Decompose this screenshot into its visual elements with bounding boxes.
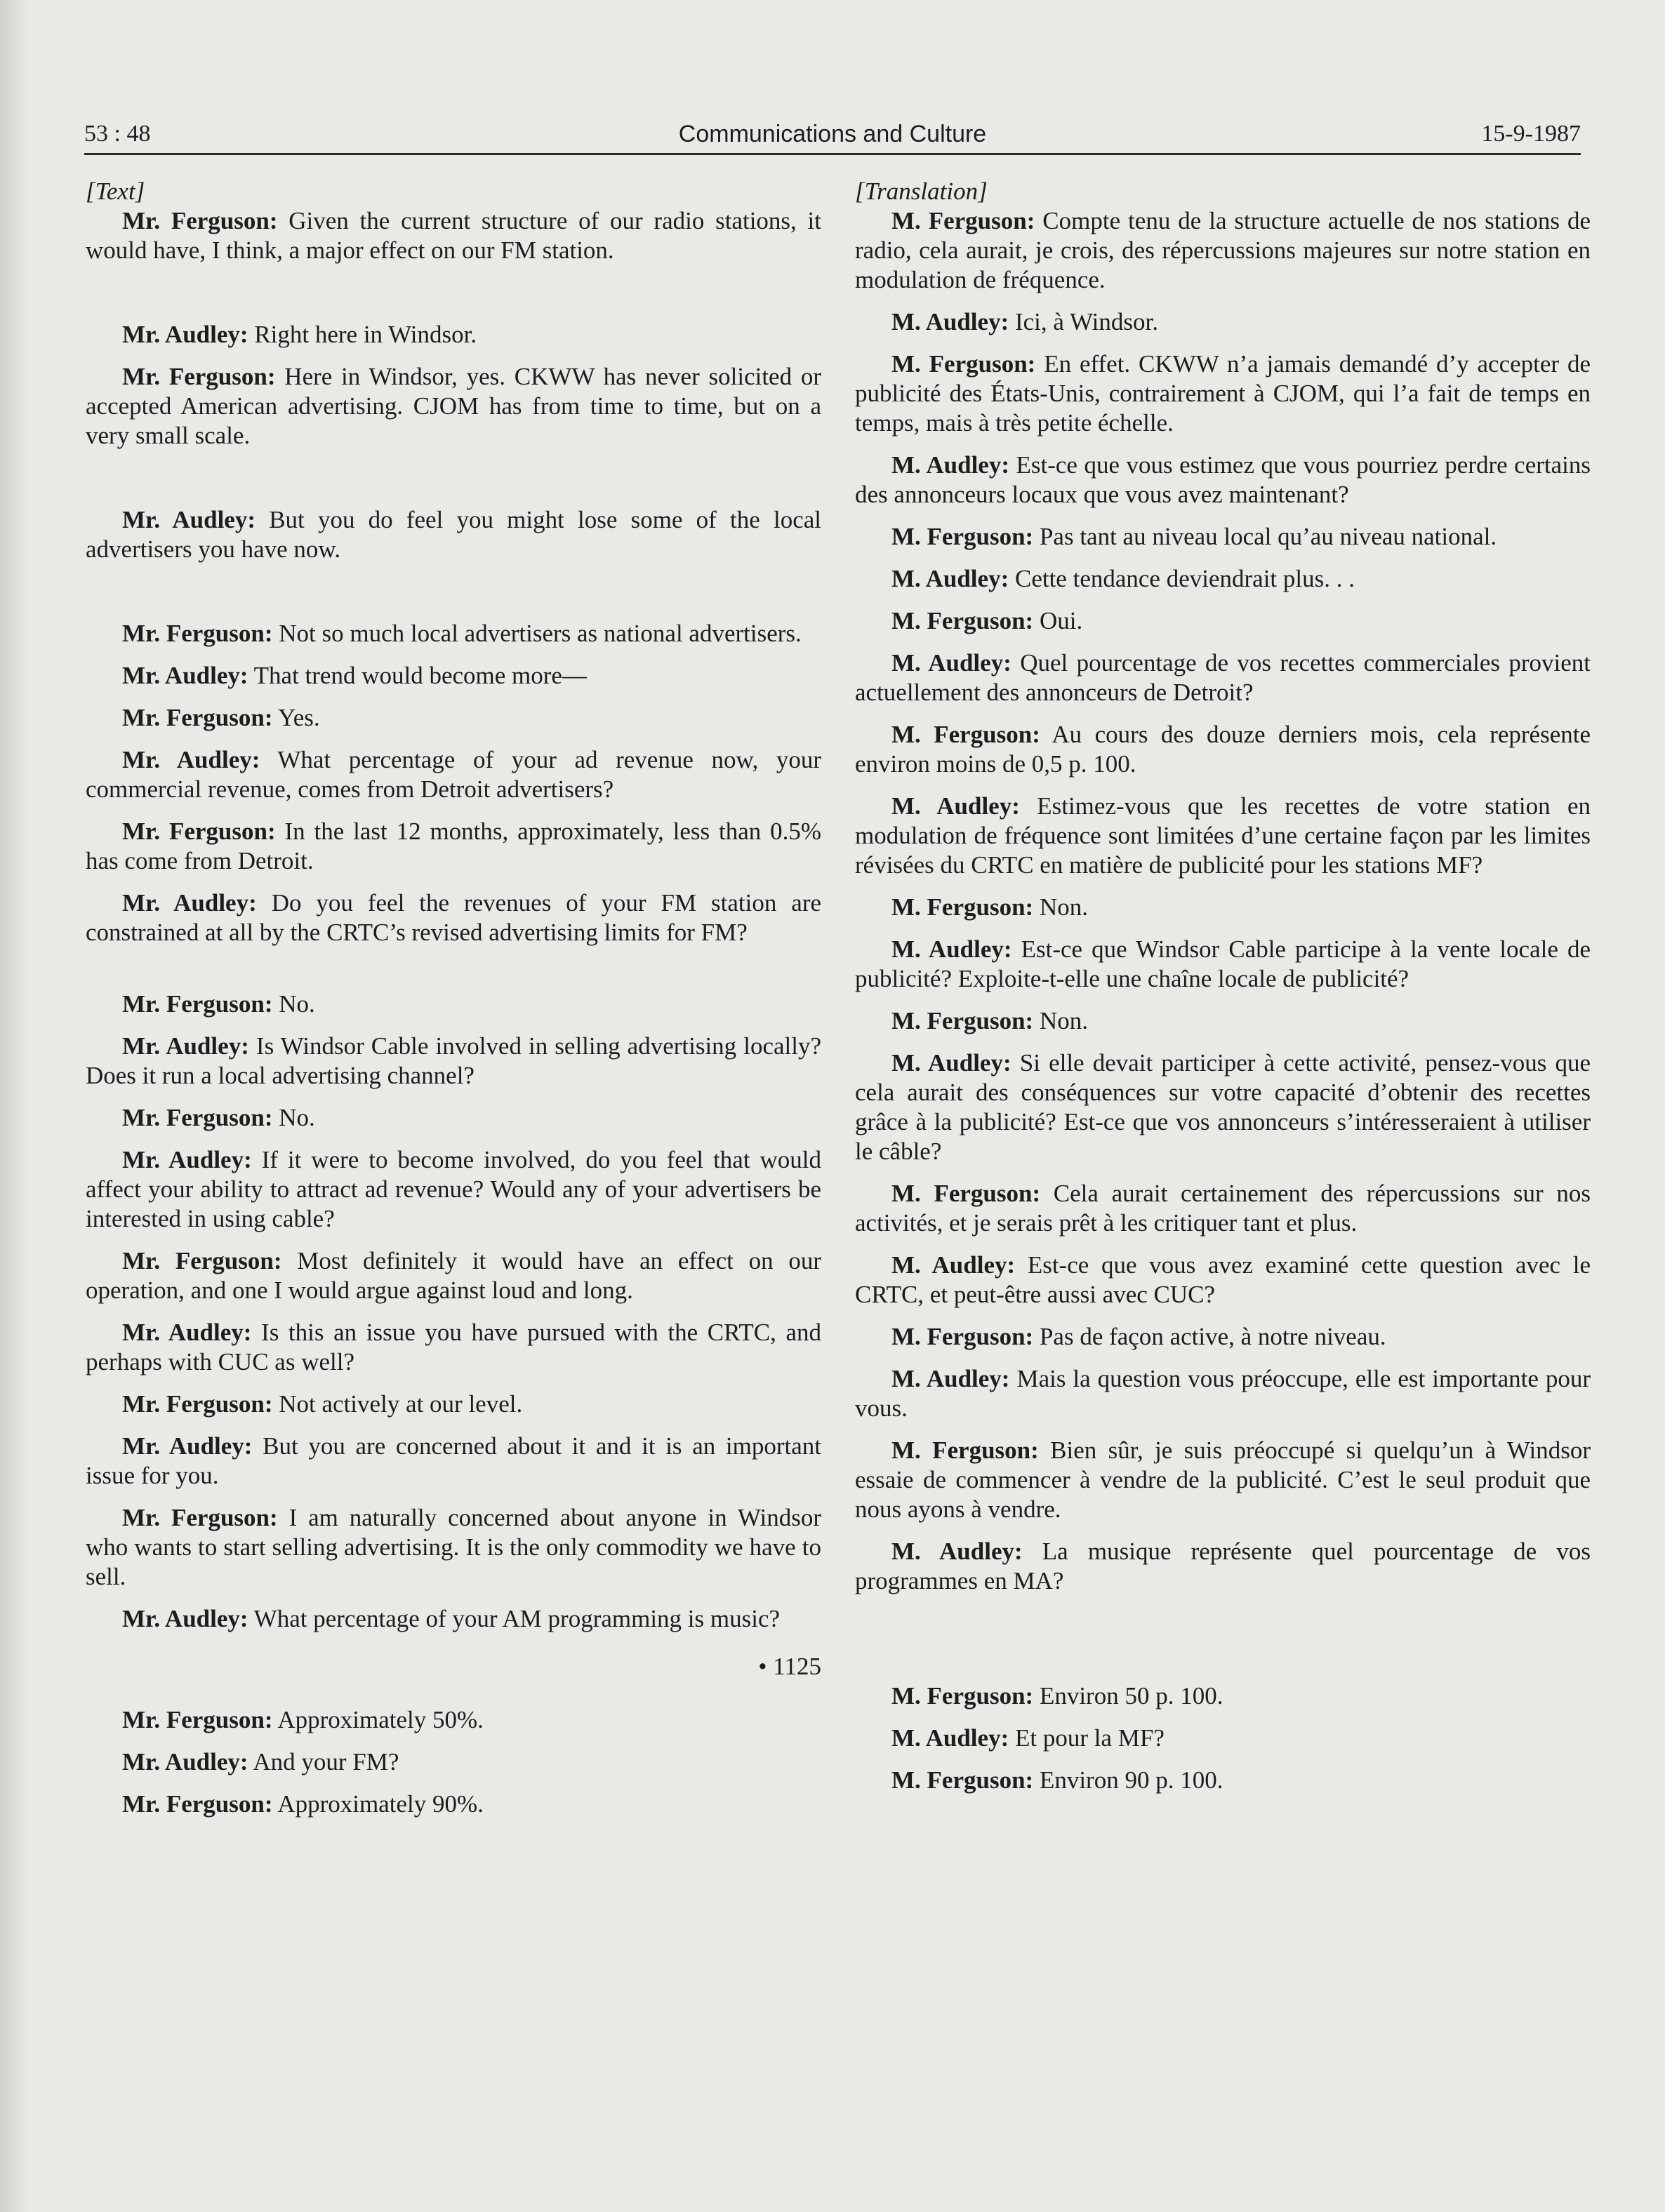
speech-text: Pas tant au niveau local qu’au niveau national.	[1033, 523, 1497, 550]
speech-text: Right here in Windsor.	[248, 321, 477, 348]
transcript-paragraph	[855, 606, 1591, 636]
speaker-name: M. Audley:	[891, 1251, 1016, 1279]
page-number: 53 : 48	[84, 121, 151, 147]
speech-text: Not so much local advertisers as national advertisers.	[272, 620, 802, 647]
transcript-paragraph	[855, 1436, 1591, 1524]
speech-text: No.	[272, 1104, 315, 1131]
transcript-paragraph	[855, 206, 1591, 295]
speaker-name: Mr. Audley:	[122, 321, 248, 348]
publication-title: Communications and Culture	[678, 121, 987, 147]
header-rule	[84, 153, 1581, 155]
transcript-paragraph	[86, 1790, 821, 1819]
speaker-name: M. Audley:	[891, 935, 1012, 963]
transcript-paragraph	[86, 619, 821, 648]
speaker-name: Mr. Ferguson:	[122, 704, 273, 731]
speaker-name: M. Ferguson:	[891, 1766, 1034, 1794]
speaker-name: M. Ferguson:	[891, 1007, 1034, 1034]
speech-text: And your FM?	[248, 1748, 399, 1775]
transcript-paragraph	[855, 893, 1591, 922]
speech-text: Cette tendance deviendrait plus. . .	[1009, 565, 1355, 592]
transcript-paragraph	[86, 1705, 821, 1735]
speech-text: Do you feel the revenues of your FM station are constrained at all by the CRTC’s revised advertising limits for FM?	[86, 889, 822, 946]
transcript-paragraph	[86, 703, 821, 733]
speaker-name: Mr. Ferguson:	[122, 1504, 278, 1531]
speaker-name: Mr. Audley:	[122, 1432, 253, 1460]
speech-text: Bien sûr, je suis préoccupé si quelqu’un à Windsor essaie de commencer à vendre de la publicité. C’est le seul produit que nous ayons à vendre.	[855, 1437, 1591, 1523]
speaker-name: M. Audley:	[891, 792, 1020, 820]
speech-text: Non.	[1033, 893, 1088, 921]
speech-text: If it were to become involved, do you feel that would affect your ability to attract ad revenue? Would any of your advertisers be interested in using cable?	[86, 1146, 821, 1232]
speech-text: But you do feel you might lose some of the local advertisers you have now.	[86, 506, 822, 563]
speech-text: Et pour la MF?	[1009, 1724, 1165, 1752]
speaker-name: Mr. Audley:	[122, 1605, 248, 1632]
speech-text: Is this an issue you have pursued with the CRTC, and perhaps with CUC as well?	[86, 1319, 822, 1375]
transcript-paragraph	[855, 648, 1591, 707]
speaker-name: M. Audley:	[891, 451, 1009, 479]
transcript-paragraph	[86, 745, 821, 804]
transcript-paragraph	[86, 888, 821, 947]
transcript-paragraph	[855, 1681, 1591, 1711]
speech-text: Approximately 90%.	[272, 1790, 484, 1818]
transcript-paragraph	[855, 792, 1591, 880]
speaker-name: M. Ferguson:	[891, 350, 1036, 378]
french-column	[855, 177, 1591, 1808]
speech-text: En effet. CKWW n’a jamais demandé d’y accepter de publicité des États-Unis, contrairement à CJOM, qui l’a fait de temps en temps, mais à très petite échelle.	[855, 350, 1591, 437]
speech-text: Is Windsor Cable involved in selling advertising locally? Does it run a local advertising channel?	[86, 1032, 822, 1089]
transcript-paragraph	[86, 1432, 821, 1491]
transcript-paragraph	[855, 1048, 1591, 1166]
speaker-name: M. Ferguson:	[891, 523, 1034, 550]
transcript-paragraph	[86, 1503, 821, 1592]
speech-text: Approximately 50%.	[272, 1706, 484, 1733]
speaker-name: M. Audley:	[891, 308, 1009, 335]
speaker-name: Mr. Audley:	[122, 1146, 252, 1173]
speaker-name: Mr. Ferguson:	[122, 1247, 282, 1274]
time-marker: • 1125	[758, 1653, 821, 1680]
transcript-paragraph	[86, 661, 821, 691]
speaker-name: M. Ferguson:	[891, 1180, 1041, 1207]
speech-text: Given the current structure of our radio stations, it would have, I think, a major effect on our FM station.	[86, 207, 821, 264]
transcript-paragraph	[86, 362, 821, 451]
transcript-paragraph	[855, 1006, 1591, 1036]
transcript-paragraph	[86, 817, 821, 876]
speech-text: That trend would become more—	[248, 662, 587, 689]
transcript-paragraph	[86, 206, 821, 265]
speaker-name: Mr. Audley:	[122, 1319, 252, 1346]
speech-text: What percentage of your ad revenue now, your commercial revenue, comes from Detroit advertisers?	[86, 746, 821, 803]
column-label-text: [Text]	[86, 178, 145, 205]
speech-text: Compte tenu de la structure actuelle de nos stations de radio, cela aurait, je crois, des répercussions majeures sur notre station en modulation de fréquence.	[855, 207, 1591, 293]
speech-text: Quel pourcentage de vos recettes commerciales provient actuellement des annonceurs de Detroit?	[855, 649, 1591, 706]
speech-text: Est-ce que vous estimez que vous pourriez perdre certains des annonceurs locaux que vous avez maintenant?	[855, 451, 1591, 508]
speaker-name: Mr. Ferguson:	[122, 620, 273, 647]
speaker-name: M. Ferguson:	[891, 1437, 1039, 1464]
transcript-paragraph	[855, 349, 1591, 438]
speaker-name: Mr. Ferguson:	[122, 207, 278, 234]
speech-text: Au cours des douze derniers mois, cela représente environ moins de 0,5 p. 100.	[855, 721, 1591, 778]
speech-text: What percentage of your AM programming is music?	[248, 1605, 781, 1632]
speaker-name: Mr. Ferguson:	[122, 818, 276, 845]
speech-text: Not actively at our level.	[272, 1390, 523, 1418]
transcript-paragraph	[855, 1766, 1591, 1795]
transcript-paragraph	[855, 1537, 1591, 1596]
speaker-name: M. Audley:	[891, 1538, 1023, 1565]
speaker-name: Mr. Ferguson:	[122, 1390, 273, 1418]
transcript-paragraph	[86, 990, 821, 1019]
speaker-name: Mr. Audley:	[122, 1748, 248, 1775]
running-header	[84, 121, 1581, 157]
speaker-name: Mr. Ferguson:	[122, 1104, 273, 1131]
issue-date: 15-9-1987	[1481, 121, 1581, 147]
transcript-paragraph	[855, 1251, 1591, 1310]
speaker-name: M. Audley:	[891, 1049, 1011, 1077]
speech-text: Ici, à Windsor.	[1009, 308, 1159, 335]
transcript-paragraph	[86, 1318, 821, 1377]
transcript-paragraph	[855, 307, 1591, 337]
speech-text: I am naturally concerned about anyone in Windsor who wants to start selling advertising. It is the only commodity we have to sell.	[86, 1504, 821, 1590]
column-label-translation: [Translation]	[855, 178, 988, 205]
speech-text: Non.	[1033, 1007, 1088, 1034]
speaker-name: Mr. Audley:	[122, 662, 248, 689]
transcript-paragraph	[855, 720, 1591, 779]
transcript-paragraph	[86, 1032, 821, 1091]
transcript-paragraph	[86, 1103, 821, 1133]
speaker-name: Mr. Audley:	[122, 746, 260, 773]
speech-text: But you are concerned about it and it is an important issue for you.	[86, 1432, 822, 1489]
speaker-name: Mr. Audley:	[122, 506, 256, 533]
speech-text: Oui.	[1033, 607, 1083, 634]
transcript-paragraph	[86, 1747, 821, 1777]
transcript-paragraph	[855, 522, 1591, 552]
speaker-name: M. Audley:	[891, 649, 1011, 677]
speaker-name: Mr. Audley:	[122, 1032, 249, 1060]
transcript-paragraph	[855, 1322, 1591, 1352]
transcript-paragraph	[86, 1246, 821, 1305]
speaker-name: M. Audley:	[891, 565, 1009, 592]
speaker-name: M. Ferguson:	[891, 893, 1034, 921]
transcript-paragraph	[86, 505, 821, 564]
speech-text: Pas de façon active, à notre niveau.	[1033, 1323, 1386, 1350]
speaker-name: M. Ferguson:	[891, 207, 1035, 234]
page-edge-shadow	[0, 0, 28, 2212]
speaker-name: Mr. Ferguson:	[122, 990, 273, 1018]
transcript-paragraph	[855, 1179, 1591, 1238]
speech-text: In the last 12 months, approximately, less than 0.5% has come from Detroit.	[86, 818, 821, 874]
speaker-name: M. Audley:	[891, 1365, 1010, 1392]
speech-text: Estimez-vous que les recettes de votre station en modulation de fréquence sont limitées d’une certaine façon par les limites révisées du CRTC en matière de publicité pour les stations MF?	[855, 792, 1591, 879]
transcript-paragraph	[855, 451, 1591, 509]
speaker-name: M. Ferguson:	[891, 1323, 1034, 1350]
transcript-paragraph	[86, 320, 821, 349]
speech-text: Mais la question vous préoccupe, elle est importante pour vous.	[855, 1365, 1591, 1422]
speech-text: Yes.	[272, 704, 320, 731]
speaker-name: Mr. Ferguson:	[122, 1790, 273, 1818]
transcript-paragraph	[86, 1145, 821, 1234]
transcript-paragraph	[855, 1364, 1591, 1423]
speech-text: Si elle devait participer à cette activité, pensez-vous que cela aurait des conséquences sur votre capacité d’obtenir des recettes grâce à la publicité? Est-ce que vos annonceurs s’intéresseraient à utiliser le câble?	[855, 1049, 1591, 1165]
transcript-paragraph	[855, 935, 1591, 994]
speech-text: Environ 90 p. 100.	[1033, 1766, 1223, 1794]
transcript-paragraph	[855, 564, 1591, 594]
speech-text: La musique représente quel pourcentage de vos programmes en MA?	[855, 1538, 1591, 1594]
speaker-name: Mr. Ferguson:	[122, 1706, 273, 1733]
speech-text: Here in Windsor, yes. CKWW has never solicited or accepted American advertising. CJOM has from time to time, but on a very small scale.	[86, 363, 821, 449]
speech-text: Cela aurait certainement des répercussions sur nos activités, et je serais prêt à les critiquer tant et plus.	[855, 1180, 1591, 1237]
speaker-name: M. Ferguson:	[891, 607, 1034, 634]
speaker-name: Mr. Audley:	[122, 889, 257, 917]
speaker-name: M. Ferguson:	[891, 1682, 1034, 1710]
speech-text: No.	[272, 990, 315, 1018]
speaker-name: M. Audley:	[891, 1724, 1009, 1752]
speech-text: Most definitely it would have an effect on our operation, and one I would argue against loud and long.	[86, 1247, 821, 1304]
speech-text: Est-ce que vous avez examiné cette question avec le CRTC, et peut-être aussi avec CUC?	[855, 1251, 1591, 1308]
transcript-paragraph	[855, 1724, 1591, 1753]
transcript-paragraph	[86, 1390, 821, 1419]
speaker-name: M. Ferguson:	[891, 721, 1040, 748]
speaker-name: Mr. Ferguson:	[122, 363, 276, 390]
transcript-paragraph	[86, 1604, 821, 1634]
speech-text: Environ 50 p. 100.	[1033, 1682, 1223, 1710]
speech-text: Est-ce que Windsor Cable participe à la vente locale de publicité? Exploite-t-elle une chaîne locale de publicité?	[855, 935, 1591, 992]
english-column	[86, 177, 821, 1832]
